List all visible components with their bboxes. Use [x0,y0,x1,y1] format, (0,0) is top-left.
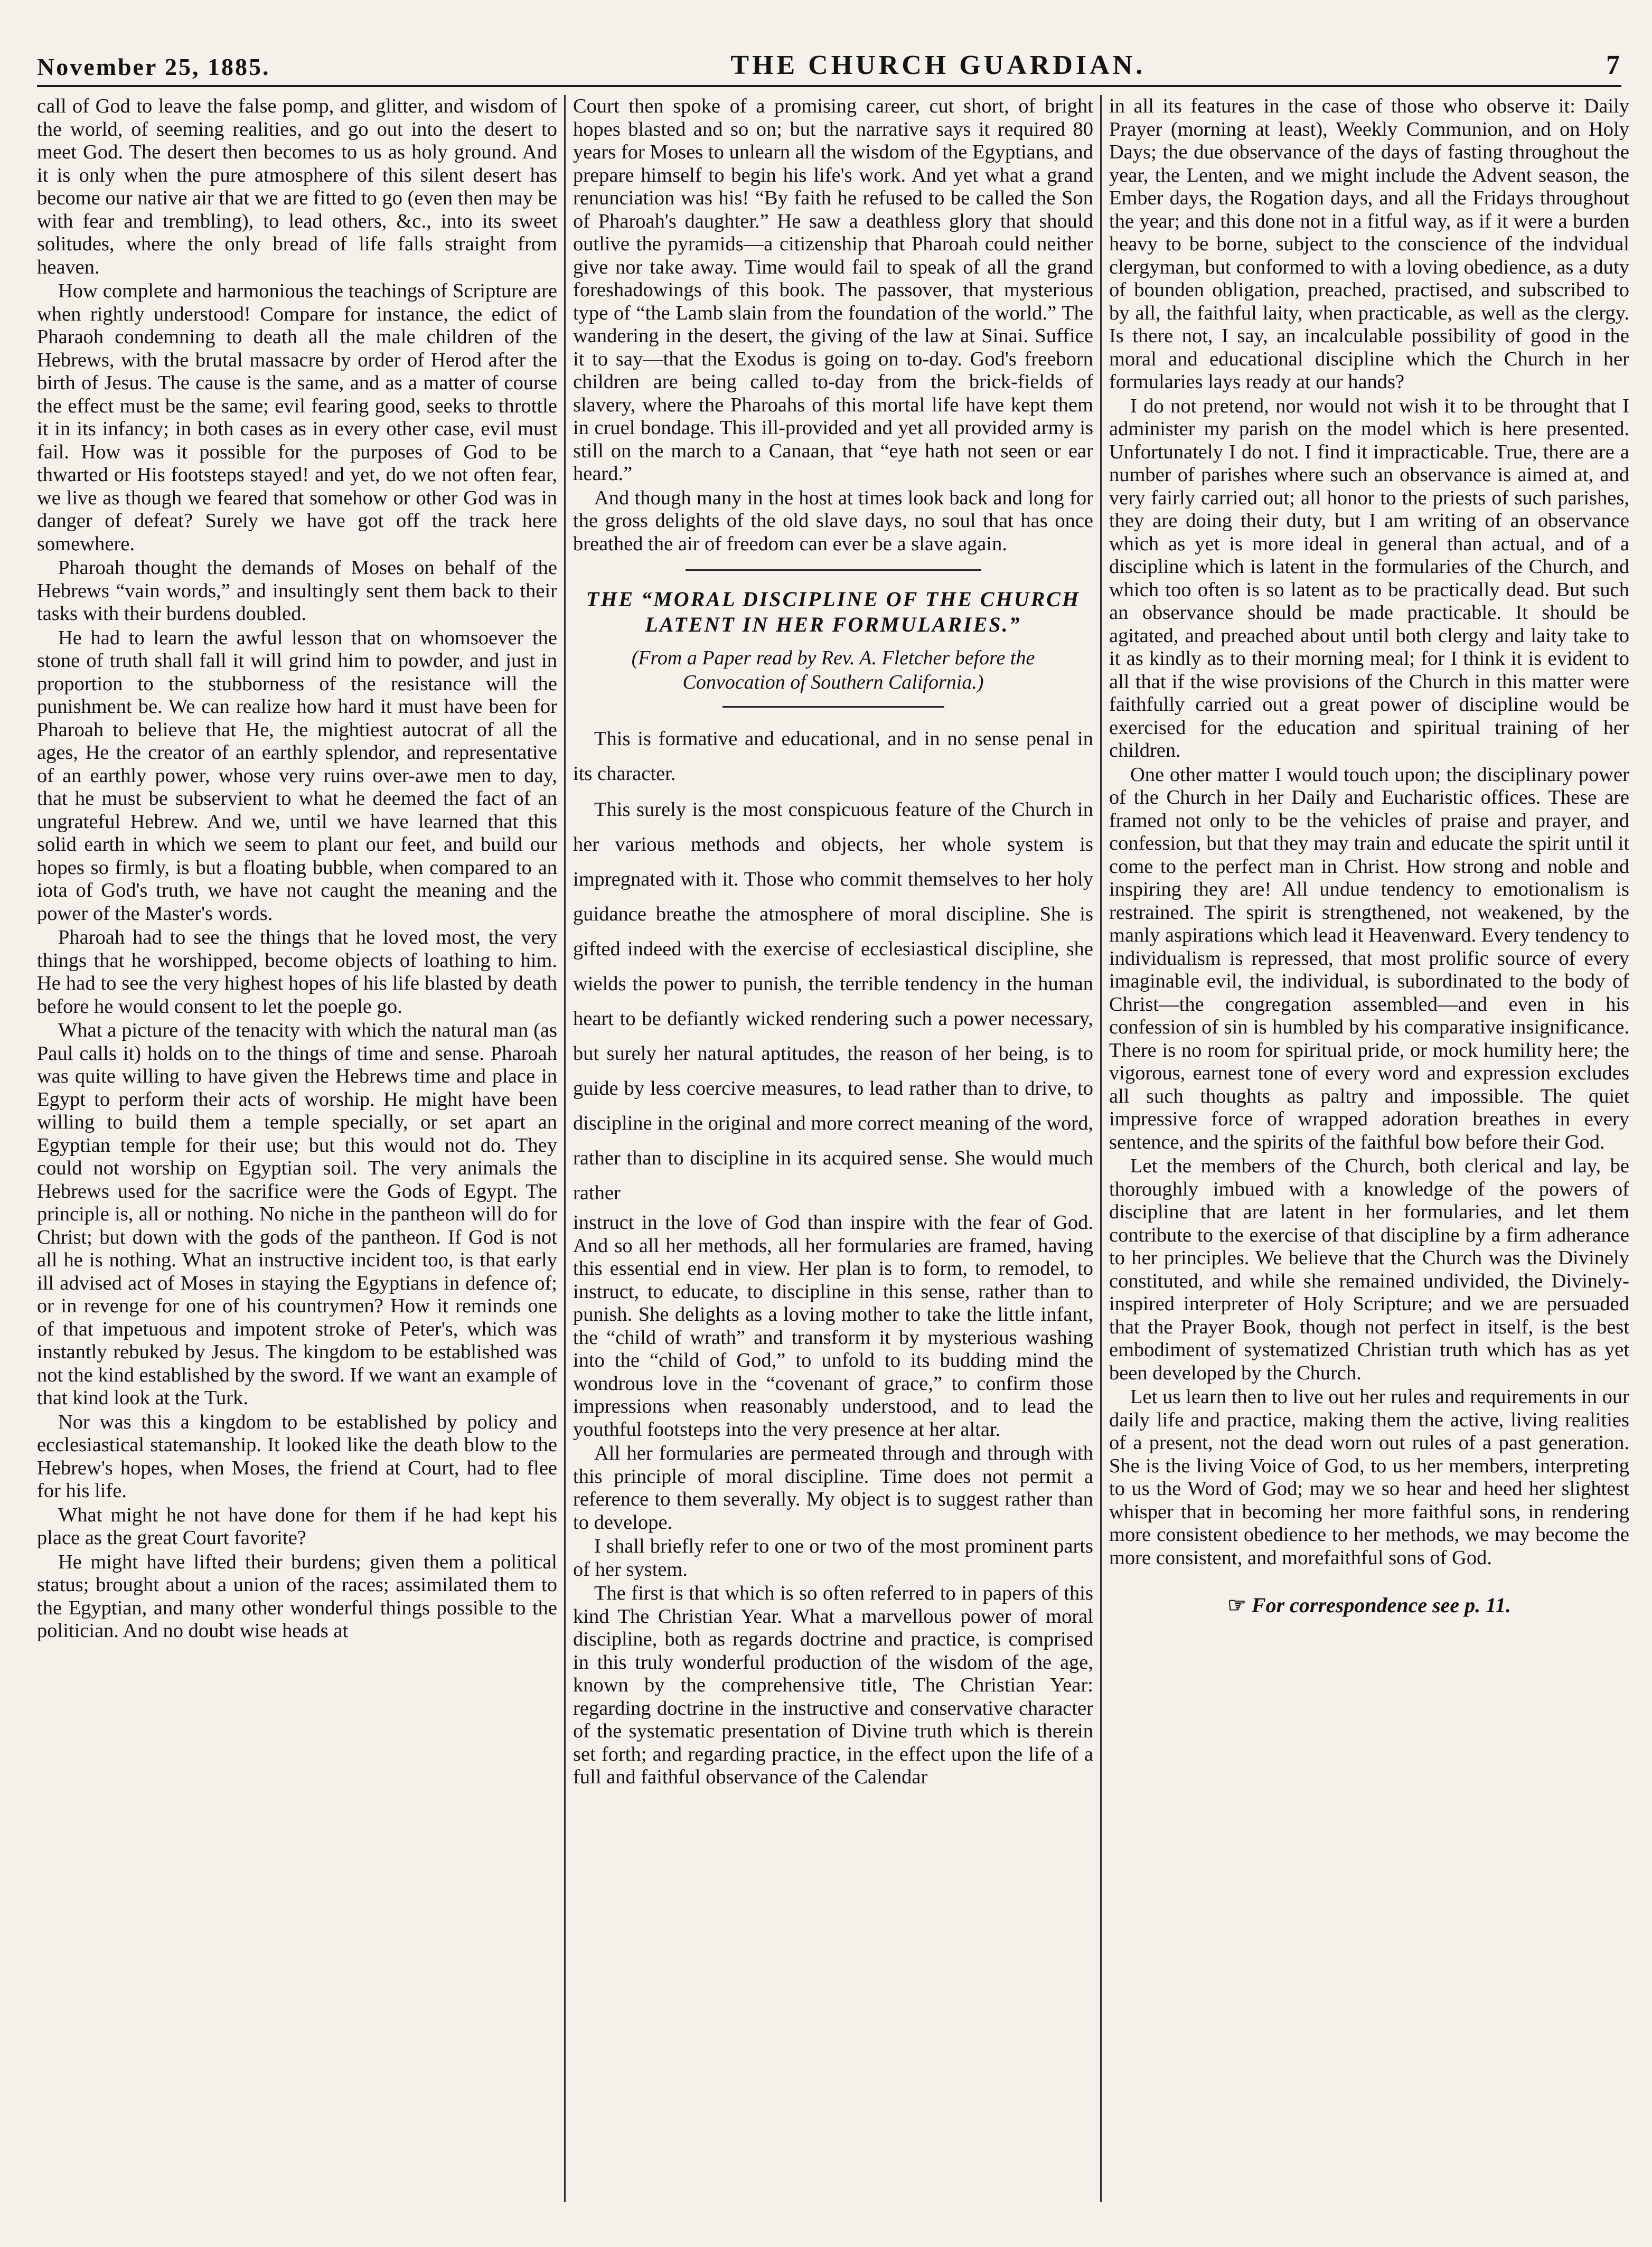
paragraph: This surely is the most conspicuous feature of the Church in her various methods and objects, her whole system is impregnated with it. Those who commit themselves to her holy guidance breathe the atmosphere of moral discipline. She is gifted indeed with the exercise of ecclesiastical discipline, she wields the power to punish, the terrible tendency in the human heart to be defiantly wicked rendering such a power necessary, but surely her natural aptitudes, the reason of her being, is to guide by less coercive measures, to lead rather than to drive, to discipline in the original and more correct meaning of the word, rather than to discipline in its acquired sense. She would much rather [573,798,1093,1204]
paragraph: What a picture of the tenacity with which the natural man (as Paul calls it) holds on to the things of time and sense. Pharoah was quite willing to have given the Hebrews time and place in Egypt to perform their acts of worship. He might have been willing to build them a temple specially, or set apart an Egyptian temple for their use; but this would not do. They could not worship on Egyptian soil. The very animals the Hebrews used for the sacrifice were the Gods of Egypt. The principle is, all or nothing. No niche in the pantheon will do for Christ; but down with the gods of the pantheon. If God is not all he is nothing. What an instructive incident too, is that early ill advised act of Moses in staying the Egyptians in defence of; or in revenge for one of his countrymen? How it reminds one of that impetuous and impotent stroke of Peter's, which was instantly rebuked by Jesus. The kingdom to be established was not the kind established by the sword. If we want an example of that kind look at the Turk. [37,1019,557,1409]
paragraph: One other matter I would touch upon; the disciplinary power of the Church in her Daily and Eucharistic offices. These are framed not only to be the vehicles of praise and prayer, and confession, but that they may train and educate the spirit until it come to the perfect man in Christ. How strong and noble and inspiring they are! All undue tendency to emotionalism is restrained. The spirit is strengthened, not weakened, by the manly aspirations which lead it Heavenward. Every tendency to individualism is repressed, that most prolific source of every imaginable evil, the individual, is subordinated to the body of Christ—the congregation assembled—and even in his confession of sin is humbled by his comparative insignificance. There is no room for spiritual pride, or mock humility here; the vigorous, earnest tone of every word and expression excludes all such thoughts as paltry and impossible. The quiet impressive force of wrapped adoration breathes in every sentence, and the spirits of the faithful bow before their God. [1109,763,1629,1153]
issue-date: November 25, 1885. [37,53,270,80]
page-number: 7 [1606,50,1621,80]
masthead [37,37,1621,87]
section-divider [686,569,981,571]
paragraph: He might have lifted their burdens; given them a political status; brought about a union of the races; assimilated them to the Egyptian, and many other wonderful things possible to the politician. And no doubt wise heads at [37,1550,557,1642]
column-2 [573,95,1093,2218]
paragraph: All her formularies are permeated through and through with this principle of moral discipline. Time does not permit a reference to them severally. My object is to suggest rather than to develope. [573,1442,1093,1534]
paragraph: And though many in the host at times look back and long for the gross delights of the old slave days, no soul that has once breathed the air of freedom can ever be a slave again. [573,486,1093,555]
pointing-hand-icon: ☞ [1227,1593,1246,1617]
paragraph: I do not pretend, nor would not wish it to be throught that I administer my parish on the model which is here presented. Unfortunately I do not. I find it impracticable. True, there are a number of parishes where such an observance is aimed at, and very fairly carried out; all honor to the priests of such parishes, they are doing their duty, but I am writing of an observance which as yet is more ideal in general than actual, and of a discipline which is latent in the formularies of the Church, and which too often is so latent as to be practically dead. But such an observance should be made practicable. It should be agitated, and preached about until both clergy and laity take to it as kindly as to their morning meal; for I think it is evident to all that if the wise provisions of the Church in this matter were faithfully carried out a great power of discipline would be exercised for the education and spiritual training of her children. [1109,394,1629,761]
paragraph: I shall briefly refer to one or two of the most prominent parts of her system. [573,1535,1093,1581]
section-divider [722,706,944,708]
paragraph: Pharoah had to see the things that he loved most, the very things that he worshipped, become objects of loathing to him. He had to see the very highest hopes of his life blasted by death before he would consent to let the poeple go. [37,926,557,1018]
paragraph: The first is that which is so often referred to in papers of this kind The Christian Year. What a marvellous power of moral discipline, both as regards doctrine and practice, is comprised in this truly wonderful production of the wisdom of the age, known by the comprehensive title, The Christian Year: regarding doctrine in the instructive and conservative character of the systematic presentation of Divine truth which is therein set forth; and regarding practice, in the effect upon the life of a full and faithful observance of the Calendar [573,1582,1093,1788]
paragraph: What might he not have done for them if he had kept his place as the great Court favorite? [37,1503,557,1549]
paragraph: call of God to leave the false pomp, and glitter, and wisdom of the world, of seeming realities, and go out into the desert to meet God. The desert then becomes to us as holy ground. And it is only when the pure atmosphere of this silent desert has become our native air that we are fitted to go (even then may be with fear and trembling), to lead others, &c., into its sweet solitudes, where the only bread of life falls straight from heaven. [37,95,557,278]
paragraph: How complete and harmonious the teachings of Scripture are when rightly understood! Compare for instance, the edict of Pharaoh condemning to death all the male children of the Hebrews, with the brutal massacre by order of Herod after the birth of Jesus. The cause is the same, and as a matter of course the effect must be the same; evil fearing good, seeks to throttle it in its infancy; in both cases as in every other case, evil must fail. How was it possible for the purposes of God to be thwarted or His footsteps stayed! and yet, do we not often fear, we live as though we feared that somehow or other God was in danger of defeat? Surely we have got off the track here somewhere. [37,280,557,555]
footer-note [1109,1594,1629,1617]
paragraph: He had to learn the awful lesson that on whomsoever the stone of truth shall fall it will grind him to powder, and just in proportion to the stubborness of the resistance will the punishment be. We can realize how hard it must have been for Pharoah to believe that He, the mightiest autocrat of all the ages, He the creator of an earthly splendor, and representative of an earthly power, whose very ruins over-awe men to day, that he must be subservient to what he deemed the fact of an ungrateful Hebrew. And we, until we have learned that this solid earth in which we seem to plant our feet, and build our hopes so firmly, is but a floating bubble, when compared to an iota of God's truth, we have not caught the meaning and the power of the Master's words. [37,626,557,925]
paragraph: in all its features in the case of those who observe it: Daily Prayer (morning at least), Weekly Communion, and on Holy Days; the due observance of the days of fasting throughout the year, the Lenten, and we might include the Advent season, the Ember days, the Rogation days, and all the Fridays throughout the year; and this done not in a fitful way, as if it were a burden heavy to be borne, subject to the conscience of the indvidual clergyman, but conformed to with a loving obedience, as a duty of bounden obligation, preached, practised, and subscribed to by all, the faithful laity, when practicable, as well as the clergy. Is there not, I say, an incalculable possibility of good in the moral and educational discipline which the Church in her formularies lays ready at our hands? [1109,95,1629,393]
column-1 [37,95,557,2218]
footer-note-text: For correspondence see p. 11. [1251,1593,1511,1617]
column-rule [1100,95,1102,2202]
paragraph: Court then spoke of a promising career, cut short, of bright hopes blasted and so on; but the narrative says it required 80 years for Moses to unlearn all the wisdom of the Egyptians, and prepare himself to begin his life's work. And yet what a grand renunciation was his! “By faith he refused to be called the Son of Pharoah's daughter.” He saw a deathless glory that should outlive the pyramids—a citizenship that Pharoah could neither give nor take away. Time would fail to speak of all the grand foreshadowings of this book. The passover, that mysterious type of “the Lamb slain from the foundation of the world.” The wandering in the desert, the giving of the law at Sinai. Suffice it to say—that the Exodus is going on to-day. God's freeborn children are being called to-day from the brick-fields of slavery, where the Pharoahs of this mortal life have kept them in cruel bondage. This ill-provided and yet all provided army is still on the march to a Canaan, that “eye hath not seen or ear heard.” [573,95,1093,485]
paragraph: instruct in the love of God than inspire with the fear of God. And so all her methods, all her formularies are framed, having this essential end in view. Her plan is to form, to remodel, to instruct, to educate, to discipline in this sense, rather than to punish. She delights as a loving mother to take the little infant, the “child of wrath” and transform it by mysterious washing into the “child of God,” to unfold to its budding mind the wondrous love in the “covenant of grace,” to confirm those impressions when reasonably understood, and to lead the youthful footsteps into the very presence at her altar. [573,1211,1093,1441]
paragraph: Nor was this a kingdom to be established by policy and ecclesiastical statemanship. It looked like the death blow to the Hebrew's hopes, when Moses, the friend at Court, had to flee for his life. [37,1411,557,1502]
column-3 [1109,95,1629,2218]
article-source: (From a Paper read by Rev. A. Fletcher before the Convocation of Southern California.) [631,647,1035,693]
paragraph: Let the members of the Church, both clerical and lay, be thoroughly imbued with a knowledge of the powers of discipline that are latent in her formularies, and let them contribute to the exercise of that discipline by a firm adherance to her principles. We believe that the Church was the Divinely constituted, and while she remained undivided, the Divinely-inspired interpreter of Holy Scripture; and we are persuaded that the Prayer Book, though not perfect in itself, is the best embodiment of systematized Christian truth which has as yet been developed by the Church. [1109,1155,1629,1384]
paragraph: Let us learn then to live out her rules and requirements in our daily life and practice, making them the active, living realities of a present, not the dead worn out rules of a past generation. She is the living Voice of God, to us her members, interpreting to us the Word of God; may we so hear and heed her slightest whisper that in becoming her more faithful sons, in rendering more consistent obedience to her methods, we may become the more consistent, and morefaithful sons of God. [1109,1386,1629,1569]
paragraph: Pharoah thought the demands of Moses on behalf of the Hebrews “vain words,” and insultingly sent them back to their tasks with their burdens doubled. [37,557,557,625]
column-rule [564,95,566,2202]
newspaper-title: THE CHURCH GUARDIAN. [730,50,1146,80]
article-title: THE “MORAL DISCIPLINE OF THE CHURCH LATENT IN HER FORMULARIES.” [586,587,1081,636]
paragraph: This is formative and educational, and in no sense penal in its character. [573,728,1093,785]
